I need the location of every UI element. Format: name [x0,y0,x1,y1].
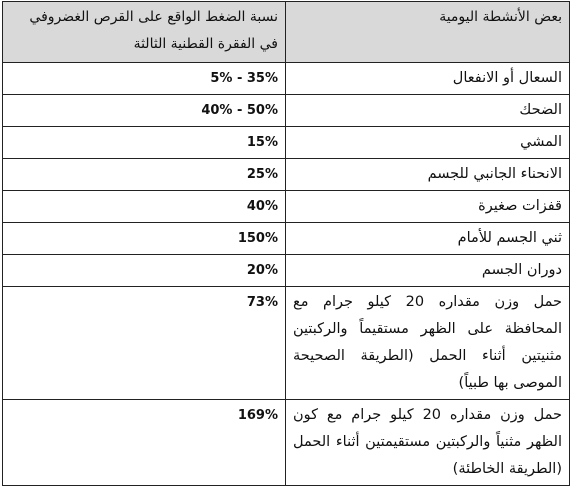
activity-cell: قفزات صغيرة [286,191,570,223]
pressure-cell: 40% - 50% [3,95,286,127]
table-row [3,223,570,255]
table-row [3,191,570,223]
activity-cell: دوران الجسم [286,255,570,287]
table-row [3,127,570,159]
pressure-cell: 150% [3,223,286,255]
pressure-cell: 73% [3,287,286,400]
table-row [3,287,570,400]
activity-cell: ثني الجسم للأمام [286,223,570,255]
header-pressure: نسبة الضغط الواقع على القرص الغضروفي في الفقرة القطنية الثالثة [3,2,286,63]
pressure-cell: 5% - 35% [3,63,286,95]
activity-cell: المشي [286,127,570,159]
header-activity: بعض الأنشطة اليومية [286,2,570,63]
pressure-cell: 15% [3,127,286,159]
activity-pressure-table [2,1,570,486]
pressure-cell: 25% [3,159,286,191]
activity-cell: الانحناء الجانبي للجسم [286,159,570,191]
table-header-row [3,2,570,63]
table-row [3,159,570,191]
table-row [3,400,570,486]
table-row [3,63,570,95]
table-row [3,255,570,287]
pressure-cell: 169% [3,400,286,486]
pressure-cell: 40% [3,191,286,223]
activity-cell: حمل وزن مقداره 20 كيلو جرام مع كون الظهر مثنياً والركبتين مستقيمتين أثناء الحمل (الطريقة الخاطئة) [286,400,570,486]
activity-cell: السعال أو الانفعال [286,63,570,95]
pressure-cell: 20% [3,255,286,287]
table-row [3,95,570,127]
activity-cell: الضحك [286,95,570,127]
activity-cell: حمل وزن مقداره 20 كيلو جرام مع المحافظة على الظهر مستقيماً والركبتين مثنيتين أثناء الحمل (الطريقة الصحيحة الموصى بها طبياً) [286,287,570,400]
